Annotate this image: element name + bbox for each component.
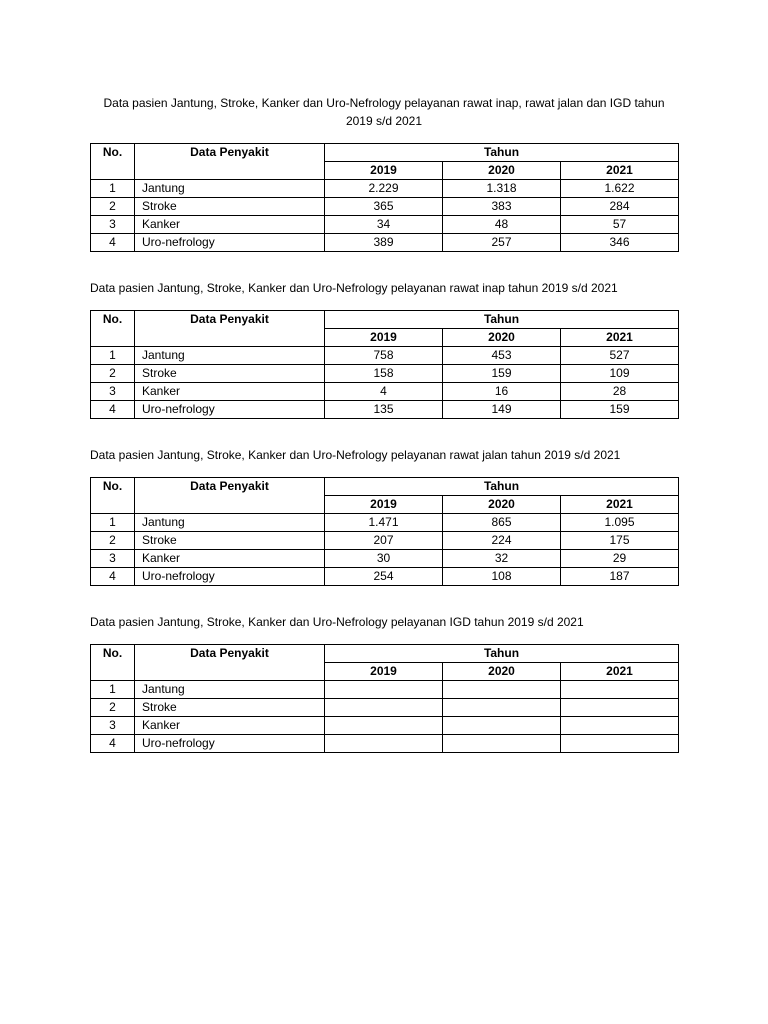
row-value: 1.318	[443, 180, 561, 198]
row-value: 159	[561, 401, 679, 419]
header-year-value: 2020	[443, 162, 561, 180]
data-table	[90, 477, 679, 586]
row-value: 383	[443, 198, 561, 216]
row-value	[443, 681, 561, 699]
row-name: Kanker	[135, 383, 325, 401]
row-value: 57	[561, 216, 679, 234]
row-value	[325, 681, 443, 699]
header-year-value: 2021	[561, 496, 679, 514]
row-name: Uro-nefrology	[135, 401, 325, 419]
row-value: 135	[325, 401, 443, 419]
row-name: Jantung	[135, 180, 325, 198]
table-row	[91, 717, 679, 735]
row-value: 149	[443, 401, 561, 419]
table-row	[91, 401, 679, 419]
header-year-value: 2020	[443, 663, 561, 681]
row-name: Uro-nefrology	[135, 234, 325, 252]
table-row	[91, 550, 679, 568]
header-no: No.	[91, 311, 135, 347]
header-year-value: 2019	[325, 329, 443, 347]
row-value	[561, 681, 679, 699]
row-value: 224	[443, 532, 561, 550]
row-value: 1.095	[561, 514, 679, 532]
row-value	[325, 717, 443, 735]
row-value	[325, 699, 443, 717]
row-value: 865	[443, 514, 561, 532]
row-value: 28	[561, 383, 679, 401]
row-value: 16	[443, 383, 561, 401]
row-value	[443, 699, 561, 717]
row-no: 1	[91, 180, 135, 198]
row-value	[443, 717, 561, 735]
row-no: 3	[91, 717, 135, 735]
row-no: 3	[91, 216, 135, 234]
row-no: 2	[91, 365, 135, 383]
row-no: 1	[91, 681, 135, 699]
row-value: 254	[325, 568, 443, 586]
row-name: Kanker	[135, 717, 325, 735]
header-year: Tahun	[325, 645, 679, 663]
row-value	[443, 735, 561, 753]
row-no: 1	[91, 514, 135, 532]
row-value: 34	[325, 216, 443, 234]
table-row	[91, 699, 679, 717]
row-value: 284	[561, 198, 679, 216]
row-value: 453	[443, 347, 561, 365]
row-value: 346	[561, 234, 679, 252]
row-no: 4	[91, 234, 135, 252]
row-name: Kanker	[135, 550, 325, 568]
header-no: No.	[91, 144, 135, 180]
table-row	[91, 180, 679, 198]
row-value: 527	[561, 347, 679, 365]
table-row	[91, 681, 679, 699]
row-no: 4	[91, 401, 135, 419]
row-no: 2	[91, 198, 135, 216]
row-value: 30	[325, 550, 443, 568]
table-row	[91, 568, 679, 586]
row-name: Jantung	[135, 347, 325, 365]
table-row	[91, 198, 679, 216]
section-all-services	[90, 94, 678, 252]
row-value: 4	[325, 383, 443, 401]
row-value	[325, 735, 443, 753]
row-no: 3	[91, 550, 135, 568]
header-year-value: 2019	[325, 162, 443, 180]
row-value: 1.622	[561, 180, 679, 198]
row-value: 29	[561, 550, 679, 568]
table-title: Data pasien Jantung, Stroke, Kanker dan Uro-Nefrology pelayanan rawat inap, rawat jalan dan IGD tahun 2019 s/d 2021	[103, 96, 665, 128]
header-year: Tahun	[325, 144, 679, 162]
row-name: Stroke	[135, 365, 325, 383]
row-value	[561, 699, 679, 717]
row-name: Stroke	[135, 198, 325, 216]
row-name: Stroke	[135, 699, 325, 717]
row-no: 4	[91, 735, 135, 753]
row-value: 257	[443, 234, 561, 252]
row-name: Stroke	[135, 532, 325, 550]
row-value: 1.471	[325, 514, 443, 532]
table-row	[91, 735, 679, 753]
row-name: Kanker	[135, 216, 325, 234]
table-row	[91, 347, 679, 365]
row-value: 187	[561, 568, 679, 586]
row-value: 207	[325, 532, 443, 550]
data-table	[90, 143, 679, 252]
table-row	[91, 514, 679, 532]
row-value: 175	[561, 532, 679, 550]
header-disease: Data Penyakit	[135, 311, 325, 347]
row-value: 32	[443, 550, 561, 568]
table-row	[91, 532, 679, 550]
row-no: 3	[91, 383, 135, 401]
header-year: Tahun	[325, 478, 679, 496]
header-no: No.	[91, 645, 135, 681]
row-value: 365	[325, 198, 443, 216]
data-table	[90, 310, 679, 419]
header-disease: Data Penyakit	[135, 478, 325, 514]
row-name: Uro-nefrology	[135, 568, 325, 586]
header-year-value: 2021	[561, 162, 679, 180]
data-table	[90, 644, 679, 753]
table-row	[91, 383, 679, 401]
header-year-value: 2020	[443, 496, 561, 514]
row-name: Uro-nefrology	[135, 735, 325, 753]
section-inpatient	[90, 279, 678, 419]
table-title: Data pasien Jantung, Stroke, Kanker dan Uro-Nefrology pelayanan rawat jalan tahun 2019 s/d 2021	[90, 448, 621, 462]
header-year-value: 2021	[561, 663, 679, 681]
row-value: 2.229	[325, 180, 443, 198]
section-emergency	[90, 613, 678, 753]
row-name: Jantung	[135, 514, 325, 532]
header-year-value: 2020	[443, 329, 561, 347]
row-value: 159	[443, 365, 561, 383]
table-title: Data pasien Jantung, Stroke, Kanker dan Uro-Nefrology pelayanan rawat inap tahun 2019 s/d 2021	[90, 281, 618, 295]
header-year-value: 2019	[325, 496, 443, 514]
header-year-value: 2019	[325, 663, 443, 681]
table-title: Data pasien Jantung, Stroke, Kanker dan Uro-Nefrology pelayanan IGD tahun 2019 s/d 2021	[90, 615, 584, 629]
table-row	[91, 234, 679, 252]
row-no: 2	[91, 532, 135, 550]
row-value: 109	[561, 365, 679, 383]
header-no: No.	[91, 478, 135, 514]
row-no: 2	[91, 699, 135, 717]
header-year: Tahun	[325, 311, 679, 329]
section-outpatient	[90, 446, 678, 586]
row-value: 758	[325, 347, 443, 365]
row-value: 48	[443, 216, 561, 234]
row-no: 4	[91, 568, 135, 586]
header-disease: Data Penyakit	[135, 144, 325, 180]
row-value: 389	[325, 234, 443, 252]
row-no: 1	[91, 347, 135, 365]
header-year-value: 2021	[561, 329, 679, 347]
table-row	[91, 216, 679, 234]
row-value: 108	[443, 568, 561, 586]
row-value: 158	[325, 365, 443, 383]
header-disease: Data Penyakit	[135, 645, 325, 681]
row-value	[561, 735, 679, 753]
row-name: Jantung	[135, 681, 325, 699]
row-value	[561, 717, 679, 735]
table-row	[91, 365, 679, 383]
